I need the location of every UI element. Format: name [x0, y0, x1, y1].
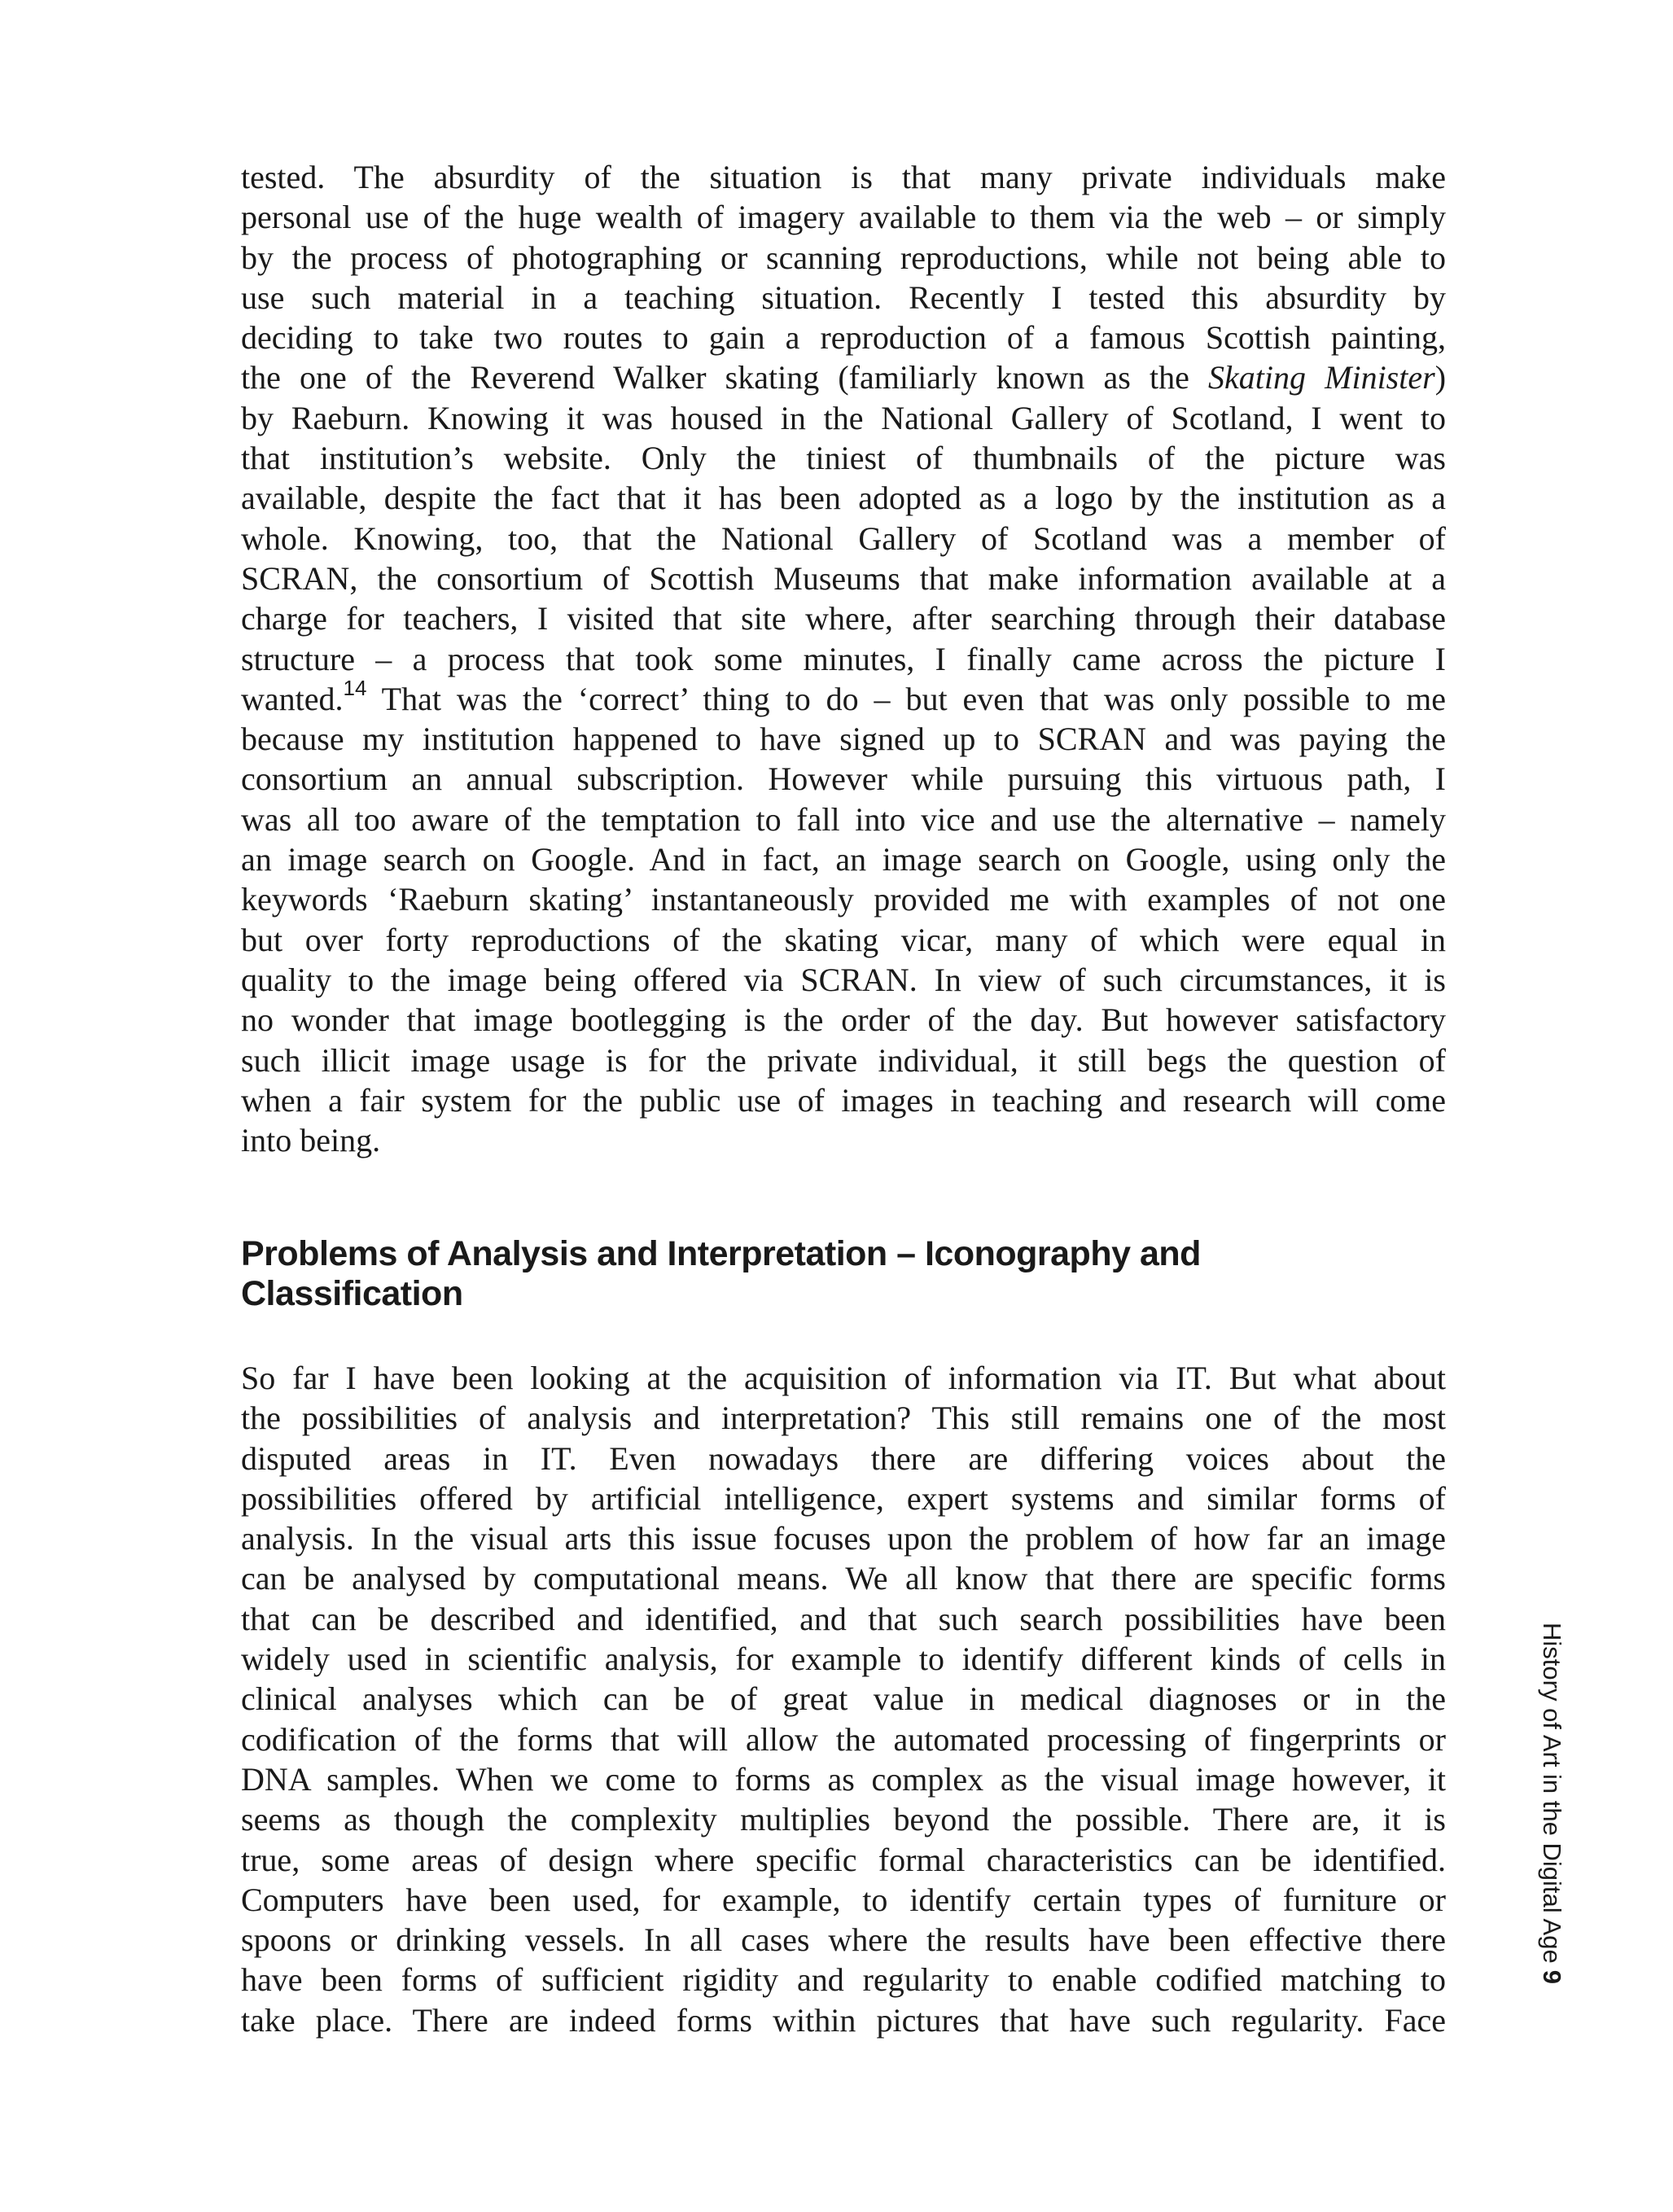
- page-number: 9: [1538, 1969, 1566, 1984]
- text-line: SCRAN, the consortium of Scottish Museums that make information available at a: [241, 559, 1446, 597]
- text-line: no wonder that image bootlegging is the order of the day. But however satisfactory: [241, 1001, 1446, 1039]
- text-line: but over forty reproductions of the skating vicar, many of which were equal in: [241, 921, 1446, 958]
- text-line: because my institution happened to have signed up to SCRAN and was paying the: [241, 721, 1446, 758]
- text-line-with-footnote: [241, 675, 1446, 719]
- section-heading-line-1: Problems of Analysis and Interpretation – Iconography and: [241, 1234, 1201, 1273]
- running-footer-text: [1537, 1623, 1566, 1984]
- book-title: History of Art in the Digital Age: [1538, 1623, 1566, 1964]
- italic-painting-title: Skating Minister: [1208, 359, 1435, 396]
- text-line: the possibilities of analysis and interpretation? This still remains one of the most: [241, 1399, 1446, 1437]
- text-line: disputed areas in IT. Even nowadays there are differing voices about the: [241, 1439, 1446, 1477]
- text-line: when a fair system for the public use of images in teaching and research will come: [241, 1081, 1446, 1119]
- text-line: quality to the image being offered via SCRAN. In view of such circumstances, it is: [241, 961, 1446, 998]
- text-line: have been forms of sufficient rigidity and regularity to enable codified matching to: [241, 1961, 1446, 1999]
- text-line: structure – a process that took some minutes, I finally came across the picture I: [241, 640, 1446, 677]
- footnote-reference[interactable]: 14: [343, 675, 367, 700]
- text-line: tested. The absurdity of the situation is that many private individuals make: [241, 159, 1446, 195]
- text-line-segment: That was the ‘correct’ thing to do – but even that was only possible to me: [366, 680, 1446, 717]
- running-footer: [1522, 1623, 1579, 2127]
- text-line: by the process of photographing or scanning reproductions, while not being able to: [241, 239, 1446, 276]
- text-line-segment: wanted.: [241, 680, 344, 717]
- text-line: clinical analyses which can be of great value in medical diagnoses or in the: [241, 1680, 1446, 1718]
- text-line: widely used in scientific analysis, for example to identify different kinds of cells in: [241, 1640, 1446, 1678]
- text-line: that institution’s website. Only the tiniest of thumbnails of the picture was: [241, 440, 1446, 477]
- body-paragraph-1: [241, 157, 1446, 1160]
- text-line: that can be described and identified, and that such search possibilities have been: [241, 1600, 1446, 1637]
- text-line: consortium an annual subscription. However while pursuing this virtuous path, I: [241, 760, 1446, 798]
- text-line: keywords ‘Raeburn skating’ instantaneously provided me with examples of not one: [241, 881, 1446, 918]
- text-line: analysis. In the visual arts this issue focuses upon the problem of how far an image: [241, 1520, 1446, 1557]
- text-line: available, despite the fact that it has been adopted as a logo by the institution as a: [241, 480, 1446, 517]
- text-line: possibilities offered by artificial intelligence, expert systems and similar forms of: [241, 1479, 1446, 1517]
- text-line: take place. There are indeed forms within pictures that have such regularity. Face: [241, 2001, 1446, 2039]
- text-line: use such material in a teaching situation. Recently I tested this absurdity by: [241, 278, 1446, 316]
- text-line: into being.: [241, 1122, 381, 1159]
- closing-parenthesis: ): [1434, 359, 1447, 396]
- text-line: whole. Knowing, too, that the National Gallery of Scotland was a member of: [241, 519, 1446, 557]
- text-line: can be analysed by computational means. We all know that there are specific forms: [241, 1560, 1446, 1597]
- text-line: by Raeburn. Knowing it was housed in the National Gallery of Scotland, I went to: [241, 399, 1446, 436]
- text-line-segment: the one of the Reverend Walker skating (familiarly known as the: [241, 359, 1189, 396]
- text-line: Computers have been used, for example, to identify certain types of furniture or: [241, 1881, 1446, 1918]
- section-heading: [241, 1234, 1446, 1314]
- text-line: codification of the forms that will allow the automated processing of fingerprints or: [241, 1720, 1446, 1758]
- text-line: deciding to take two routes to gain a reproduction of a famous Scottish painting,: [241, 319, 1446, 357]
- text-line: DNA samples. When we come to forms as complex as the visual image however, it: [241, 1760, 1446, 1798]
- text-line: spoons or drinking vessels. In all cases where the results have been effective there: [241, 1921, 1446, 1959]
- text-line: charge for teachers, I visited that site where, after searching through their database: [241, 600, 1446, 637]
- text-line: was all too aware of the temptation to fall into vice and use the alternative – namely: [241, 800, 1446, 838]
- text-line: true, some areas of design where specific formal characteristics can be identified.: [241, 1841, 1446, 1878]
- text-line: an image search on Google. And in fact, an image search on Google, using only the: [241, 841, 1446, 878]
- text-line: personal use of the huge wealth of imagery available to them via the web – or simply: [241, 199, 1446, 236]
- text-line: seems as though the complexity multiplies beyond the possible. There are, it is: [241, 1801, 1446, 1838]
- text-line: So far I have been looking at the acquisition of information via IT. But what about: [241, 1360, 1446, 1396]
- section-heading-line-2: Classification: [241, 1274, 463, 1313]
- text-line-with-italic-title: [241, 357, 1446, 397]
- text-line: such illicit image usage is for the private individual, it still begs the question of: [241, 1041, 1446, 1079]
- body-paragraph-2: [241, 1358, 1446, 2040]
